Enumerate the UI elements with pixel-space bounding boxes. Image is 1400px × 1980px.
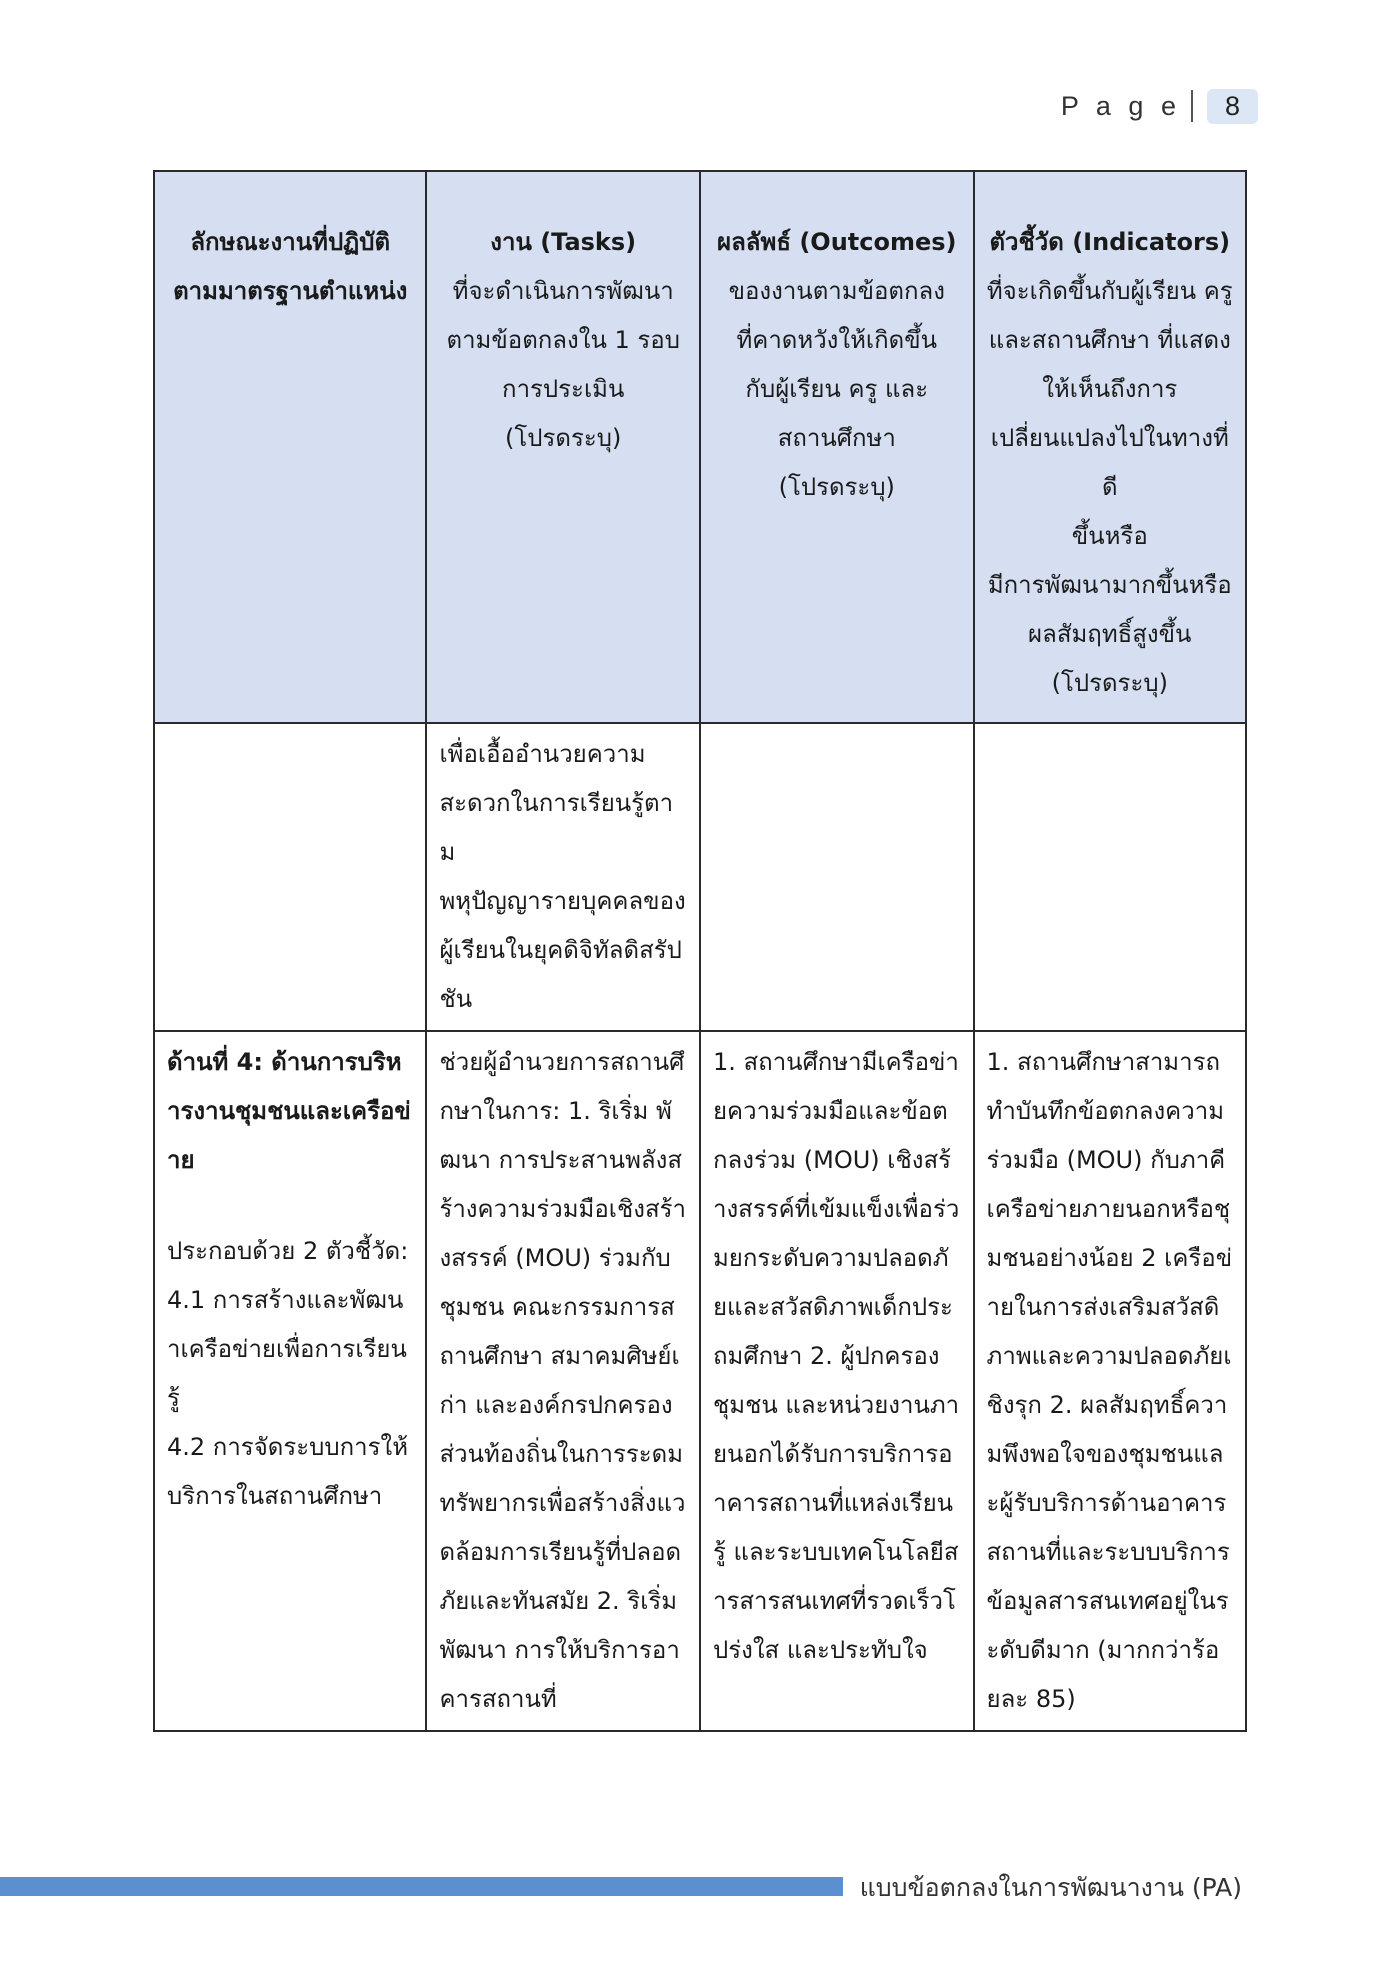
cell-empty <box>974 723 1246 1031</box>
cell-line: ประกอบด้วย 2 ตัวชี้วัด: <box>167 1237 409 1265</box>
header-line: กับผู้เรียน ครู และ <box>745 375 929 403</box>
cell-outcomes: 1. สถานศึกษามีเครือข่ายความร่วมมือและข้อตกลงร่วม (MOU) เชิงสร้างสรรค์ที่เข้มแข็งเพื่อร่วมยกระดับความปลอดภัยและสวัสดิภาพเด็กประถมศึกษา 2. ผู้ปกครอง ชุมชน และหน่วยงานภายนอกได้รับการบริการอาคารสถานที่แหล่งเรียนรู้ และระบบเทคโนโลยีสารสารสนเทศที่รวดเร็วโปร่งใส และประทับใจ <box>700 1031 974 1731</box>
header-line: เปลี่ยนแปลงไปในทางที่ดี <box>990 424 1229 501</box>
cell-line: สะดวกในการเรียนรู้ตาม <box>439 789 674 866</box>
header-line: งาน (Tasks) <box>490 228 637 256</box>
header-line: การประเมิน <box>502 375 625 403</box>
table-header-row <box>154 171 1246 723</box>
header-line: ลักษณะงานที่ปฏิบัติ <box>190 228 391 256</box>
header-line: ที่จะเกิดขึ้นกับผู้เรียน ครู <box>986 277 1233 305</box>
table-row-continued <box>154 723 1246 1031</box>
header-line: ที่คาดหวังให้เกิดขึ้น <box>736 326 938 354</box>
header-line: ให้เห็นถึงการ <box>1042 375 1178 403</box>
header-line: ของงานตามข้อตกลง <box>728 277 945 305</box>
header-line: และสถานศึกษา ที่แสดง <box>988 326 1231 354</box>
cell-line: เพื่อเอื้ออำนวยความ <box>439 740 646 768</box>
spacer <box>167 1185 413 1227</box>
header-line: ตามมาตรฐานตำแหน่ง <box>173 277 408 305</box>
page-number: 8 <box>1207 89 1258 124</box>
header-line: (โปรดระบุ) <box>1051 669 1168 697</box>
header-outcomes <box>700 171 974 723</box>
page-header <box>1061 86 1258 126</box>
header-indicators <box>974 171 1246 723</box>
header-line: ตัวชี้วัด (Indicators) <box>989 228 1231 256</box>
dimension-title: ด้านที่ 4: ด้านการบริหารงานชุมชนและเครือข่าย <box>167 1048 411 1174</box>
cell-task-continued <box>426 723 700 1031</box>
pa-agreement-table <box>153 170 1247 1732</box>
header-line: (โปรดระบุ) <box>505 424 622 452</box>
header-line: ผลสัมฤทธิ์สูงขึ้น <box>1028 620 1192 648</box>
cell-line: พหุปัญญารายบุคคลของ <box>439 887 686 915</box>
cell-line: 4.2 การจัดระบบการให้บริการในสถานศึกษา <box>167 1433 409 1510</box>
header-line: (โปรดระบุ) <box>778 473 895 501</box>
header-line: ขึ้นหรือ <box>1071 522 1148 550</box>
cell-empty <box>700 723 974 1031</box>
cell-line: ชัน <box>439 985 473 1013</box>
header-job-characteristics <box>154 171 426 723</box>
header-line: มีการพัฒนามากขึ้นหรือ <box>987 571 1232 599</box>
page-separator <box>1191 90 1193 122</box>
table-row-dimension-4 <box>154 1031 1246 1731</box>
cell-empty <box>154 723 426 1031</box>
cell-tasks: ช่วยผู้อำนวยการสถานศึกษาในการ: 1. ริเริ่ม พัฒนา การประสานพลังสร้างความร่วมมือเชิงสร้างสรรค์ (MOU) ร่วมกับชุมชน คณะกรรมการสถานศึกษา สมาคมศิษย์เก่า และองค์กรปกครองส่วนท้องถิ่นในการระดมทรัพยากรเพื่อสร้างสิ่งแวดล้อมการเรียนรู้ที่ปลอดภัยและทันสมัย 2. ริเริ่ม พัฒนา การให้บริการอาคารสถานที่ <box>426 1031 700 1731</box>
header-line: ตามข้อตกลงใน 1 รอบ <box>446 326 680 354</box>
header-line: สถานศึกษา <box>777 424 896 452</box>
cell-dimension <box>154 1031 426 1731</box>
header-line: ผลลัพธ์ (Outcomes) <box>717 228 957 256</box>
header-line: ที่จะดำเนินการพัฒนา <box>452 277 674 305</box>
cell-indicators: 1. สถานศึกษาสามารถทำบันทึกข้อตกลงความร่วมมือ (MOU) กับภาคีเครือข่ายภายนอกหรือชุมชนอย่างน้อย 2 เครือข่ายในการส่งเสริมสวัสดิภาพและความปลอดภัยเชิงรุก 2. ผลสัมฤทธิ์ความพึงพอใจของชุมชนและผู้รับบริการด้านอาคารสถานที่และระบบบริการข้อมูลสารสนเทศอยู่ในระดับดีมาก (มากกว่าร้อยละ 85) <box>974 1031 1246 1731</box>
header-tasks <box>426 171 700 723</box>
page-label: P a g e <box>1060 90 1181 121</box>
footer-title: แบบข้อตกลงในการพัฒนางาน (PA) <box>859 1873 1242 1902</box>
cell-line: ผู้เรียนในยุคดิจิทัลดิสรัป <box>439 936 682 964</box>
cell-line: 4.1 การสร้างและพัฒนาเครือข่ายเพื่อการเรียนรู้ <box>167 1286 407 1412</box>
footer-bar <box>0 1877 843 1896</box>
